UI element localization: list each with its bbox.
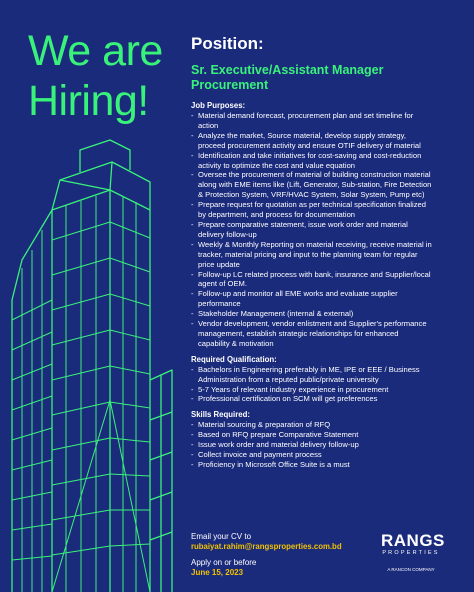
- list-item: - Identification and take initiatives for cost-saving and cost-reduction activity to optimize the cost and value equation: [191, 151, 463, 171]
- section-required-qualification: [191, 355, 463, 405]
- list-item: - Bachelors in Engineering preferably in ME, IPE or EEE / Business Administration from a reputed public/private university: [191, 365, 463, 385]
- section-heading: Skills Required:: [191, 410, 250, 420]
- list-item: - Analyze the market, Source material, develop supply strategy, proceed procurement activity and ensure OTIF delivery of material: [191, 131, 463, 151]
- hiring-headline: [28, 26, 178, 126]
- list-item: - Based on RFQ prepare Comparative Statement: [191, 430, 463, 440]
- list-item: - 5-7 Years of relevant industry experience in procurement: [191, 385, 463, 395]
- job-purposes-list: [191, 111, 463, 349]
- list-item: - Prepare comparative statement, issue work order and material delivery follow-up: [191, 220, 463, 240]
- list-item: - Follow-up LC related process with bank, insurance and Supplier/local agent of OEM.: [191, 270, 463, 290]
- skills-list: [191, 420, 463, 470]
- section-heading: Job Purposes:: [191, 101, 246, 110]
- email-link[interactable]: rubaiyat.rahim@rangsproperties.com.bd: [191, 542, 342, 551]
- qualification-list: [191, 365, 463, 405]
- list-item: - Prepare request for quotation as per technical specification finalized by department, and process for documentation: [191, 200, 463, 220]
- rangs-logo: [381, 531, 445, 573]
- list-item: - Stakeholder Management (internal & external): [191, 309, 463, 319]
- list-item: - Collect invoice and payment process: [191, 450, 463, 460]
- section-skills-required: [191, 410, 463, 470]
- headline-line-2: Hiring!: [28, 77, 149, 125]
- list-item: - Issue work order and material delivery follow-up: [191, 440, 463, 450]
- job-details: [191, 34, 463, 476]
- deadline-date: June 15, 2023: [191, 568, 244, 577]
- list-item: - Oversee the procurement of material of building construction material along with EME items like (Lift, Generator, Sub-station, Fire Detection & Protection System, VRF/HVAC System, Solar System, Pump etc): [191, 170, 463, 200]
- section-job-purposes: [191, 101, 463, 349]
- apply-label: Apply on or before: [191, 558, 257, 567]
- position-label: Position:: [191, 34, 264, 53]
- list-item: - Professional certification on SCM will get preferences: [191, 394, 463, 404]
- section-heading: Required Qualification:: [191, 354, 277, 364]
- list-item: - Material demand forecast, procurement plan and set timeline for action: [191, 111, 463, 131]
- list-item: - Follow-up and monitor all EME works and evaluate supplier performance: [191, 289, 463, 309]
- contact-block: [191, 532, 391, 578]
- list-item: - Material sourcing & preparation of RFQ: [191, 420, 463, 430]
- list-item: - Vendor development, vendor enlistment and Supplier's performance management, establish strategic relationships for enhanced capability & motivation: [191, 319, 463, 349]
- logo-sub: PROPERTIES: [382, 550, 440, 556]
- logo-name: RANGS: [381, 531, 445, 550]
- cv-label: Email your CV to: [191, 532, 252, 541]
- job-title: Sr. Executive/Assistant Manager Procurement: [191, 63, 384, 92]
- headline-line-1: We are: [28, 27, 163, 75]
- list-item: - Weekly & Monthly Reporting on material receiving, receive material in tracker, material pricing and input to the planning team for regular price update: [191, 240, 463, 270]
- logo-tagline: A RANCON COMPANY: [387, 567, 435, 572]
- list-item: - Proficiency in Microsoft Office Suite is a must: [191, 460, 463, 470]
